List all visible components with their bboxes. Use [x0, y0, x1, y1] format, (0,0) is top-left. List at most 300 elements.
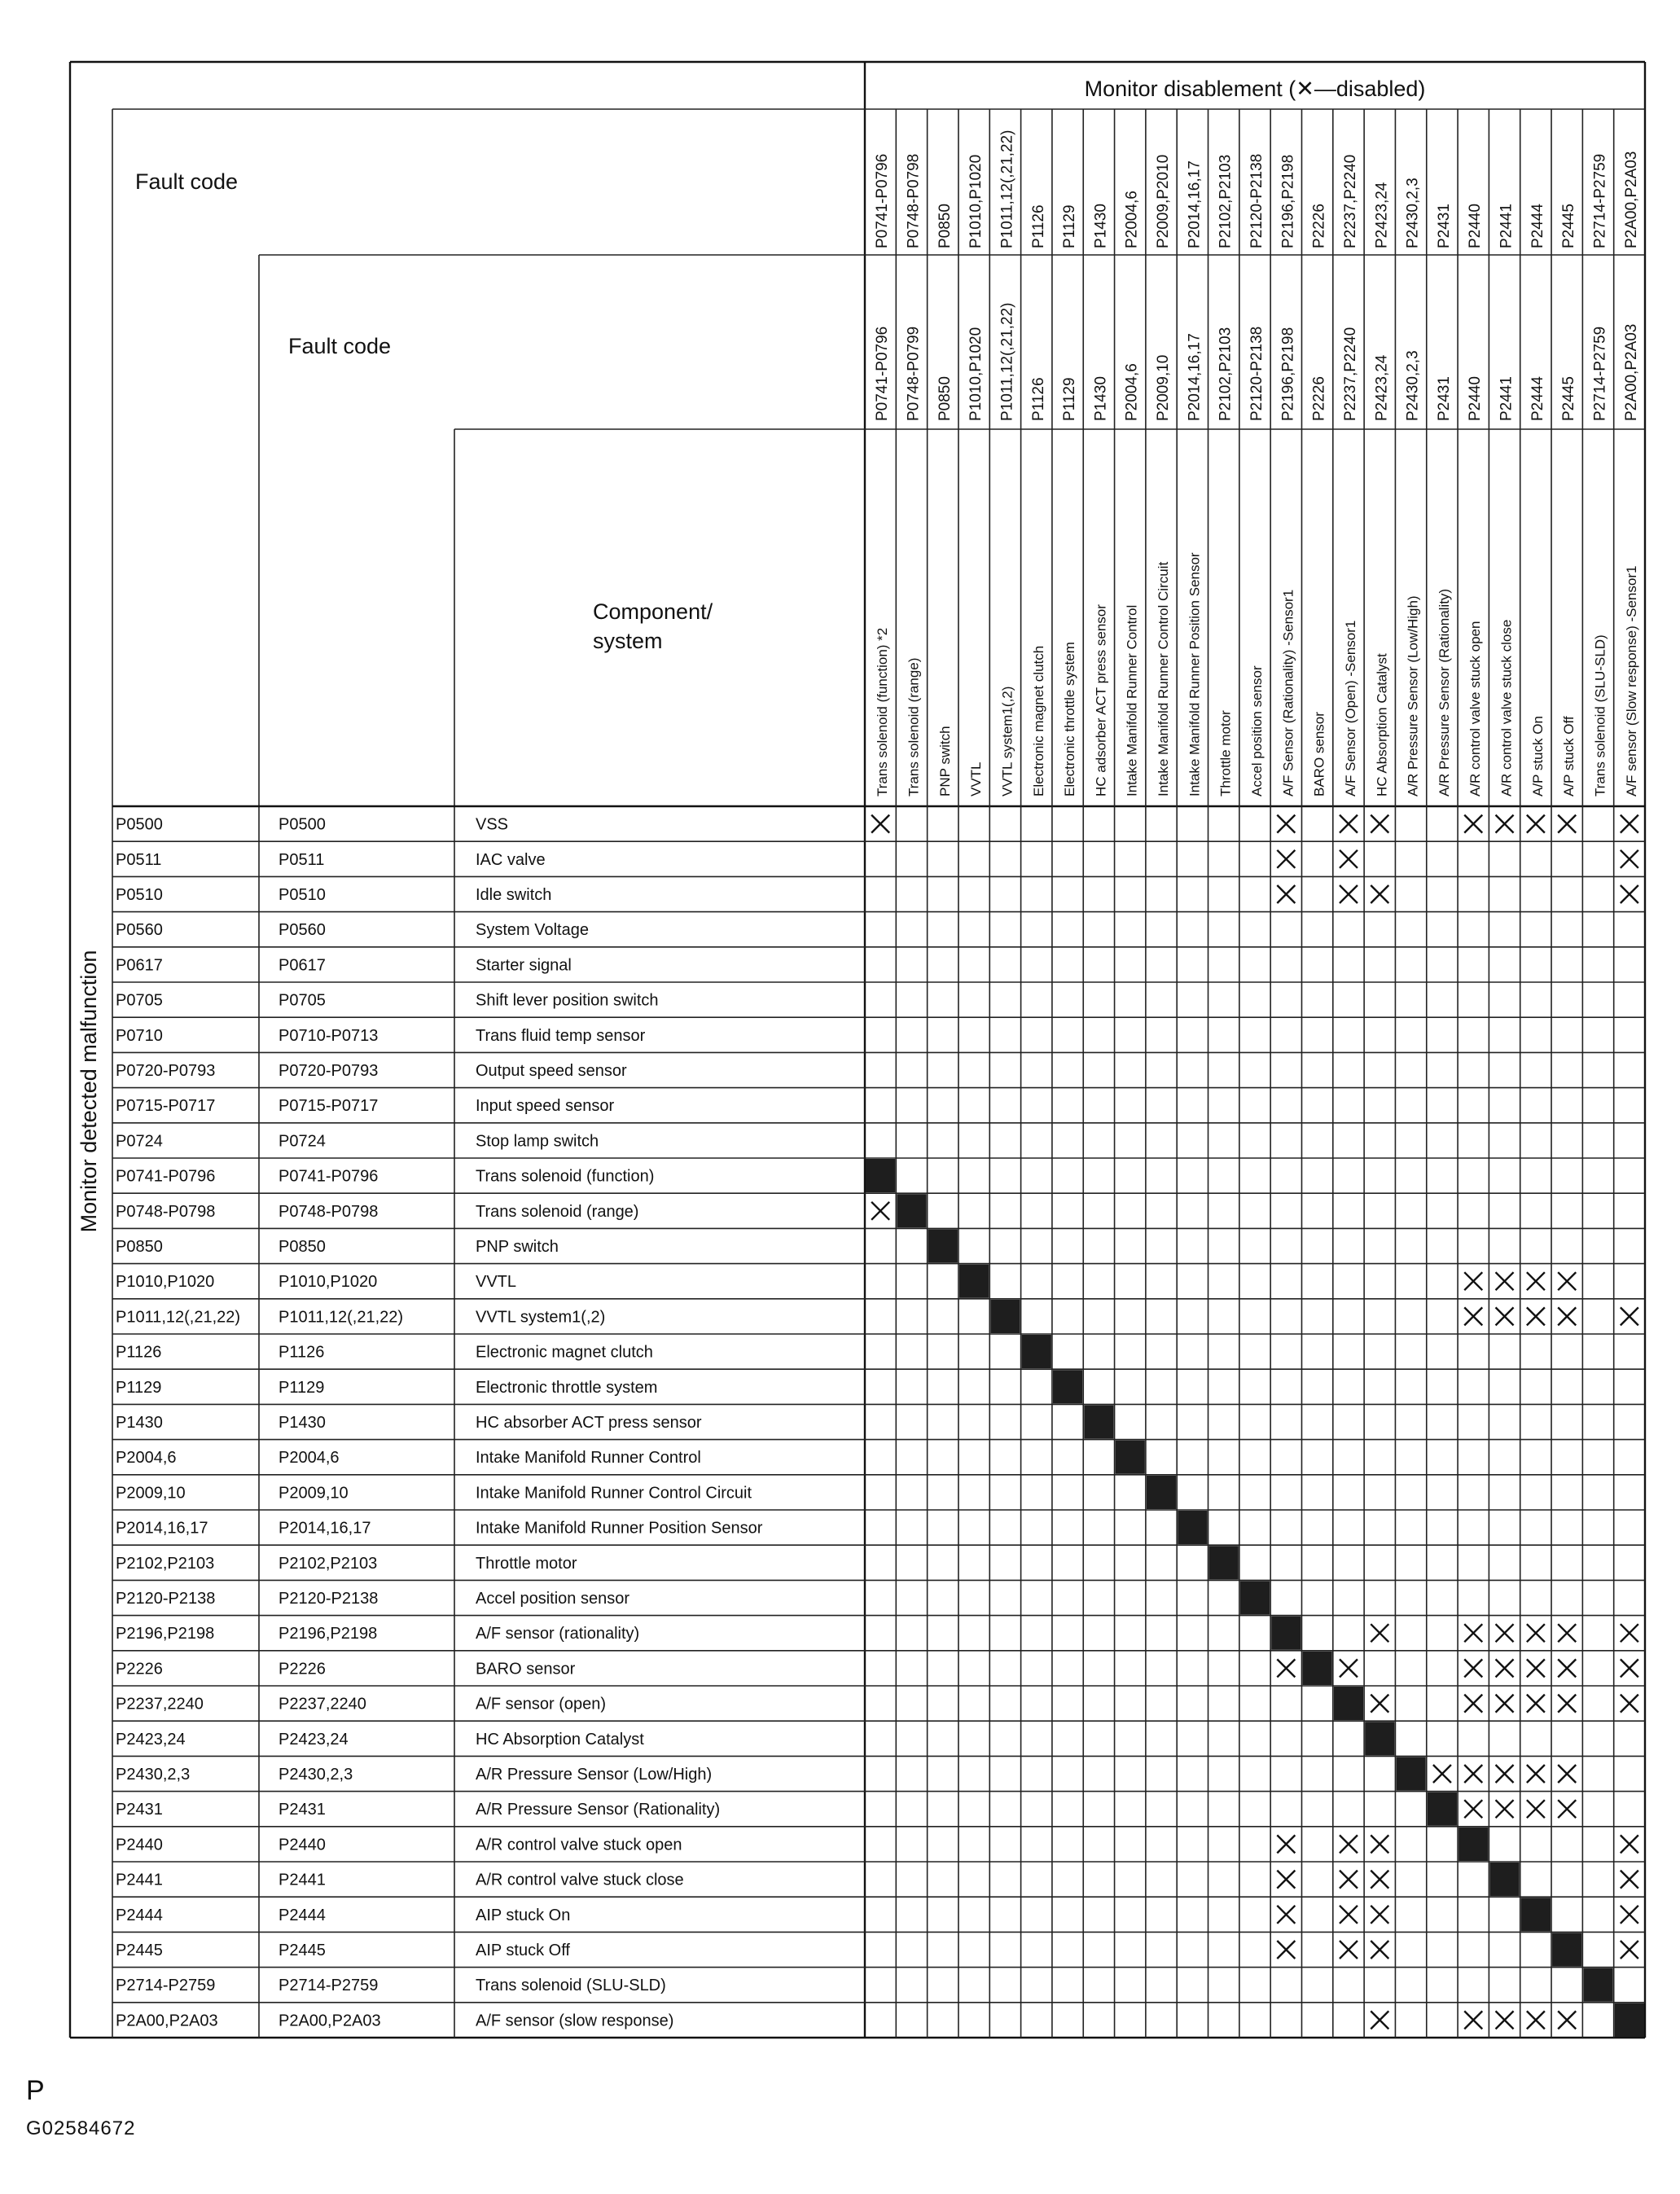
row-code-1: P0850	[116, 1238, 163, 1256]
row-component-name: AIP stuck Off	[476, 1942, 570, 1959]
row-component-name: A/F sensor (rationality)	[476, 1625, 640, 1643]
row-code-1: P2120-P2138	[116, 1590, 216, 1608]
column-code-1: P2431	[1435, 204, 1453, 248]
column-code-2: P1126	[1029, 377, 1047, 421]
column-code-2: P2102,P2103	[1217, 327, 1235, 421]
disabled-x-mark	[1527, 1659, 1545, 1677]
column-code-1: P1126	[1029, 204, 1047, 248]
disabled-x-mark	[1496, 2011, 1514, 2029]
row-code-2: P2444	[279, 1906, 326, 1924]
disabled-x-mark	[1496, 1695, 1514, 1713]
self-diagonal-cell	[1489, 1863, 1519, 1896]
column-code-2: P2445	[1560, 376, 1578, 421]
table-row	[116, 1062, 627, 1080]
column-component-name: HC adsorber ACT press sensor	[1093, 604, 1109, 796]
disabled-x-mark	[1527, 2011, 1545, 2029]
row-code-2: P2A00,P2A03	[279, 2012, 381, 2030]
disabled-x-mark	[1464, 1695, 1482, 1713]
row-code-1: P1010,P1020	[116, 1273, 215, 1292]
row-code-2: P2714-P2759	[279, 1977, 379, 1995]
row-code-2: P2430,2,3	[279, 1766, 353, 1784]
column-header	[874, 154, 891, 796]
row-component-name: Intake Manifold Runner Control	[476, 1449, 701, 1468]
column-code-1: P1011,12(,21,22)	[998, 129, 1016, 248]
row-component-name: VSS	[476, 815, 509, 834]
row-code-2: P2226	[279, 1660, 326, 1678]
disabled-x-mark	[1558, 1659, 1576, 1677]
table-row	[116, 816, 508, 834]
self-diagonal-cell	[1178, 1511, 1207, 1544]
column-component-name: HC Absorption Catalyst	[1374, 653, 1390, 796]
column-code-2: P2004,6	[1123, 363, 1141, 421]
row-code-2: P0500	[279, 815, 326, 834]
table-row	[116, 1625, 639, 1643]
column-code-2: P2423,24	[1373, 354, 1391, 421]
self-diagonal-cell	[1147, 1476, 1176, 1509]
column-code-1: P2120-P2138	[1248, 153, 1265, 248]
column-header	[1467, 204, 1484, 796]
column-code-1: P0748-P0798	[905, 153, 923, 248]
column-code-2: P2A00,P2A03	[1622, 323, 1640, 421]
table-row	[116, 1273, 516, 1291]
row-code-1: P0560	[116, 921, 163, 940]
table-row	[116, 1660, 576, 1678]
column-header	[1498, 204, 1516, 796]
column-code-1: P2423,24	[1373, 182, 1391, 248]
row-component-name: A/R control valve stuck open	[476, 1836, 682, 1854]
self-diagonal-cell	[1116, 1441, 1145, 1474]
row-code-2: P1129	[279, 1378, 325, 1397]
row-component-name: Intake Manifold Runner Position Sensor	[476, 1519, 763, 1538]
table-row	[116, 1308, 605, 1326]
column-header	[937, 204, 954, 796]
self-diagonal-cell	[1458, 1828, 1488, 1861]
table-row	[116, 1168, 654, 1186]
column-header	[1217, 155, 1235, 796]
row-component-name: VVTL	[476, 1273, 517, 1292]
table-row	[116, 1097, 614, 1115]
table-row	[116, 1520, 763, 1538]
row-code-2: P2102,P2103	[279, 1554, 378, 1573]
disabled-x-mark	[1340, 850, 1358, 868]
disabled-x-mark	[1621, 815, 1638, 833]
disabled-x-mark	[1621, 1659, 1638, 1677]
self-diagonal-cell	[1365, 1722, 1394, 1755]
table-row	[116, 1871, 684, 1889]
row-code-1: P2445	[116, 1942, 163, 1959]
self-diagonal-cell	[1240, 1581, 1270, 1614]
row-code-1: P0500	[116, 815, 163, 834]
row-code-2: P0724	[279, 1132, 326, 1151]
monitor-detected-malfunction-label: Monitor detected malfunction	[77, 950, 101, 1233]
disabled-x-mark	[1527, 1272, 1545, 1290]
row-code-2: P2423,24	[279, 1730, 349, 1749]
disabled-x-mark	[1371, 1941, 1388, 1959]
column-code-1: P1129	[1061, 204, 1079, 248]
table-row	[116, 1555, 577, 1573]
row-code-2: P0850	[279, 1238, 326, 1256]
disabled-x-mark	[1340, 885, 1358, 903]
column-header	[1061, 204, 1078, 796]
disabled-x-mark	[1527, 1624, 1545, 1642]
column-code-2: P2714-P2759	[1591, 326, 1609, 421]
column-code-2: P1011,12(,21,22)	[998, 302, 1016, 421]
disabled-x-mark	[1371, 1624, 1388, 1642]
disabled-x-mark	[1558, 1765, 1576, 1783]
disabled-x-mark	[1527, 1307, 1545, 1325]
disabled-x-mark	[1340, 1835, 1358, 1853]
column-component-name: A/F Sensor (Rationality) -Sensor1	[1280, 589, 1296, 796]
row-component-name: Input speed sensor	[476, 1097, 615, 1116]
row-code-1: P2014,16,17	[116, 1519, 208, 1538]
row-code-1: P2004,6	[116, 1449, 177, 1468]
self-diagonal-cell	[1552, 1933, 1581, 1966]
disabled-x-mark	[1558, 815, 1576, 833]
disabled-x-mark	[871, 1202, 889, 1220]
row-code-1: P2009,10	[116, 1484, 186, 1503]
column-component-name: Electronic throttle system	[1062, 642, 1078, 796]
disabled-x-mark	[1371, 1871, 1388, 1889]
disabled-x-mark	[1277, 1941, 1295, 1959]
row-code-1: P2226	[116, 1660, 163, 1678]
disabled-x-mark	[1277, 1906, 1295, 1924]
column-component-name: A/P stuck On	[1529, 716, 1546, 796]
disabled-x-mark	[1496, 1659, 1514, 1677]
column-component-name: Intake Manifold Runner Control Circuit	[1156, 561, 1172, 796]
row-component-name: A/R Pressure Sensor (Low/High)	[476, 1766, 713, 1784]
row-code-2: P1011,12(,21,22)	[279, 1308, 404, 1327]
column-component-name: A/R Pressure Sensor (Low/High)	[1405, 595, 1421, 796]
disabled-x-mark	[1496, 1272, 1514, 1290]
disabled-x-mark	[1621, 1695, 1638, 1713]
disabled-x-mark	[1464, 1659, 1482, 1677]
column-header	[1529, 204, 1546, 796]
component-system-header-line2: system	[593, 629, 663, 653]
row-component-name: Trans solenoid (range)	[476, 1202, 639, 1221]
table-row	[116, 1907, 570, 1924]
column-code-1: P0741-P0796	[874, 153, 892, 248]
column-code-1: P2440	[1467, 204, 1485, 248]
column-code-1: P1010,P1020	[967, 154, 985, 248]
self-diagonal-cell	[1209, 1546, 1239, 1579]
column-component-name: A/F sensor (Slow response) -Sensor1	[1623, 565, 1639, 796]
row-component-name: A/F sensor (open)	[476, 1695, 607, 1714]
self-diagonal-cell	[866, 1159, 895, 1192]
row-component-name: Shift lever position switch	[476, 991, 659, 1010]
table-row	[116, 1344, 653, 1362]
row-code-1: P0705	[116, 991, 163, 1010]
row-code-1: P2440	[116, 1836, 163, 1854]
disabled-x-mark	[1496, 815, 1514, 833]
row-component-name: Throttle motor	[476, 1554, 577, 1573]
column-code-1: P2226	[1310, 204, 1328, 248]
row-component-name: System Voltage	[476, 921, 589, 940]
row-component-name: PNP switch	[476, 1238, 559, 1256]
disabled-x-mark	[1277, 1659, 1295, 1677]
disabled-x-mark	[1464, 1272, 1482, 1290]
column-header	[1279, 155, 1296, 796]
disabled-x-mark	[1558, 1307, 1576, 1325]
column-header	[1186, 160, 1203, 796]
self-diagonal-cell	[1302, 1652, 1331, 1685]
row-component-name: Intake Manifold Runner Control Circuit	[476, 1484, 752, 1503]
self-diagonal-cell	[897, 1194, 926, 1227]
row-code-1: P0724	[116, 1132, 163, 1151]
column-headers	[874, 130, 1640, 796]
table-row	[116, 1977, 666, 1994]
row-code-2: P2440	[279, 1836, 326, 1854]
table-row	[116, 1238, 559, 1256]
column-component-name: A/F Sensor (Open) -Sensor1	[1342, 620, 1358, 796]
row-code-1: P1126	[116, 1343, 162, 1362]
disabled-x-mark	[1464, 1307, 1482, 1325]
row-component-name: Electronic magnet clutch	[476, 1343, 653, 1362]
disabled-x-mark	[1621, 885, 1638, 903]
column-header	[1560, 204, 1577, 796]
column-code-2: P2444	[1529, 376, 1546, 421]
column-code-1: P2445	[1560, 204, 1578, 248]
row-component-name: Starter signal	[476, 956, 572, 975]
column-header	[1124, 191, 1141, 796]
column-code-2: P2430,2,3	[1404, 350, 1422, 421]
row-code-2: P0720-P0793	[279, 1062, 379, 1080]
column-header	[1373, 182, 1390, 796]
table-row	[116, 956, 572, 974]
row-component-name: AIP stuck On	[476, 1906, 571, 1924]
column-header	[1248, 154, 1265, 796]
row-code-2: P0510	[279, 886, 326, 904]
table-row	[116, 1449, 701, 1467]
disabled-x-mark	[1433, 1765, 1451, 1783]
disabled-x-mark	[1277, 1835, 1295, 1853]
column-code-2: P2237,P2240	[1341, 327, 1359, 421]
row-code-1: P2A00,P2A03	[116, 2012, 218, 2030]
column-code-1: P2430,2,3	[1404, 178, 1422, 248]
disabled-x-mark	[1371, 1835, 1388, 1853]
row-code-2: P1010,P1020	[279, 1273, 378, 1292]
disabled-x-mark	[1496, 1307, 1514, 1325]
self-diagonal-cell	[1583, 1968, 1612, 2002]
disabled-x-mark	[1621, 1941, 1638, 1959]
row-component-name: Trans fluid temp sensor	[476, 1026, 646, 1045]
column-code-2: P2441	[1498, 376, 1516, 421]
column-code-1: P0850	[936, 204, 954, 248]
row-code-2: P2237,2240	[279, 1695, 366, 1714]
column-header	[1311, 204, 1328, 796]
row-component-name: Electronic throttle system	[476, 1378, 658, 1397]
disabled-x-mark	[1277, 850, 1295, 868]
row-code-2: P2004,6	[279, 1449, 340, 1468]
row-code-2: P2014,16,17	[279, 1519, 371, 1538]
column-code-2: P1010,P1020	[967, 327, 985, 421]
row-code-1: P2102,P2103	[116, 1554, 215, 1573]
disabled-x-mark	[1621, 1906, 1638, 1924]
column-code-2: P0748-P0799	[905, 326, 923, 421]
column-header	[1155, 155, 1172, 796]
column-code-1: P2009,P2010	[1155, 154, 1173, 248]
table-row	[116, 886, 551, 904]
disabled-x-mark	[1371, 2011, 1388, 2029]
table-rows	[116, 816, 763, 2030]
fault-code-inner-header: Fault code	[288, 334, 392, 358]
row-code-2: P0617	[279, 956, 326, 975]
disabled-x-mark	[1371, 1906, 1388, 1924]
monitor-disablement-title: Monitor disablement (✕—disabled)	[1084, 77, 1426, 101]
disabled-x-mark	[1340, 815, 1358, 833]
row-component-name: Stop lamp switch	[476, 1132, 599, 1151]
row-code-2: P0560	[279, 921, 326, 940]
row-code-1: P1129	[116, 1378, 162, 1397]
column-code-2: P2196,P2198	[1279, 327, 1297, 421]
row-code-2: P0748-P0798	[279, 1202, 379, 1221]
table-row	[116, 1731, 644, 1749]
row-code-1: P2196,P2198	[116, 1625, 215, 1643]
table-row	[116, 1203, 638, 1221]
self-diagonal-cell	[1022, 1335, 1051, 1368]
self-diagonal-cell	[959, 1265, 989, 1298]
table-row	[116, 1942, 570, 1959]
disabled-x-mark	[1340, 1906, 1358, 1924]
column-component-name: Trans solenoid (function) *2	[875, 627, 891, 796]
column-component-name: Electronic magnet clutch	[1030, 645, 1046, 796]
row-component-name: IAC valve	[476, 850, 546, 869]
column-component-name: VVTL	[968, 761, 985, 796]
disabled-x-mark	[1621, 1307, 1638, 1325]
row-component-name: HC Absorption Catalyst	[476, 1730, 644, 1749]
row-component-name: HC absorber ACT press sensor	[476, 1414, 702, 1432]
column-header	[1592, 154, 1609, 796]
table-row	[116, 851, 546, 869]
disabled-x-mark	[1527, 1765, 1545, 1783]
disabled-x-mark	[1464, 815, 1482, 833]
column-code-2: P2120-P2138	[1248, 326, 1265, 421]
disabled-x-mark	[1558, 1272, 1576, 1290]
column-code-1: P2441	[1498, 204, 1516, 248]
disabled-x-mark	[1558, 1695, 1576, 1713]
figure-code: G02584672	[26, 2117, 136, 2139]
table-row	[116, 1027, 646, 1045]
self-diagonal-cell	[1084, 1405, 1113, 1438]
column-component-name: Accel position sensor	[1249, 665, 1265, 796]
row-component-name: A/R Pressure Sensor (Rationality)	[476, 1801, 721, 1819]
column-header	[1436, 204, 1453, 796]
row-code-1: P0511	[116, 850, 162, 869]
disabled-x-mark	[1371, 815, 1388, 833]
row-component-name: Trans solenoid (function)	[476, 1167, 655, 1186]
column-header	[1342, 155, 1359, 796]
disabled-x-mark	[1464, 2011, 1482, 2029]
table-row	[116, 1836, 682, 1854]
row-code-2: P2196,P2198	[279, 1625, 378, 1643]
column-code-2: P1430	[1092, 376, 1110, 421]
self-diagonal-cell	[1271, 1617, 1301, 1650]
column-code-2: P2440	[1467, 376, 1485, 421]
table-row	[116, 1132, 599, 1150]
row-component-name: Idle switch	[476, 886, 552, 904]
column-header	[998, 130, 1015, 796]
row-code-1: P1430	[116, 1414, 163, 1432]
row-code-1: P2441	[116, 1871, 163, 1889]
row-code-2: P0741-P0796	[279, 1167, 379, 1186]
figure-letter: P	[26, 2075, 45, 2106]
column-code-1: P2014,16,17	[1186, 160, 1204, 248]
column-code-2: P2009,10	[1155, 354, 1173, 421]
column-code-2: P2431	[1435, 376, 1453, 421]
disabled-x-mark	[1621, 1871, 1638, 1889]
row-code-1: P2430,2,3	[116, 1766, 191, 1784]
disabled-x-mark	[1527, 815, 1545, 833]
table-row	[116, 1379, 657, 1397]
disabled-x-mark	[1496, 1800, 1514, 1818]
row-code-2: P0511	[279, 850, 325, 869]
column-header	[1623, 151, 1640, 796]
row-code-1: P2714-P2759	[116, 1977, 216, 1995]
disable-marks	[866, 815, 1644, 2037]
disabled-x-mark	[1340, 1941, 1358, 1959]
row-component-name: Trans solenoid (SLU-SLD)	[476, 1977, 666, 1995]
column-code-2: P0850	[936, 376, 954, 421]
row-code-1: P1011,12(,21,22)	[116, 1308, 241, 1327]
disabled-x-mark	[1496, 1624, 1514, 1642]
row-code-2: P2120-P2138	[279, 1590, 379, 1608]
disabled-x-mark	[1464, 1765, 1482, 1783]
column-component-name: Trans solenoid (range)	[906, 657, 922, 796]
row-code-1: P2423,24	[116, 1730, 186, 1749]
column-component-name: A/R control valve stuck open	[1467, 621, 1484, 796]
column-component-name: VVTL system1(,2)	[999, 686, 1015, 796]
row-code-1: P0617	[116, 956, 163, 975]
row-component-name: VVTL system1(,2)	[476, 1308, 606, 1327]
self-diagonal-cell	[1428, 1792, 1457, 1826]
row-code-1: P0741-P0796	[116, 1167, 216, 1186]
table-row	[116, 992, 659, 1010]
row-code-2: P1430	[279, 1414, 326, 1432]
column-code-1: P2102,P2103	[1217, 154, 1235, 248]
row-code-2: P0710-P0713	[279, 1026, 379, 1045]
disabled-x-mark	[1464, 1624, 1482, 1642]
column-code-1: P2196,P2198	[1279, 154, 1297, 248]
disabled-x-mark	[1558, 1800, 1576, 1818]
self-diagonal-cell	[1334, 1687, 1363, 1720]
row-component-name: A/F sensor (slow response)	[476, 2012, 674, 2030]
disabled-x-mark	[1277, 1871, 1295, 1889]
column-component-name: BARO sensor	[1311, 712, 1327, 796]
column-code-1: P2237,P2240	[1341, 154, 1359, 248]
column-code-1: P1430	[1092, 204, 1110, 248]
self-diagonal-cell	[1396, 1757, 1425, 1790]
row-component-name: Output speed sensor	[476, 1062, 627, 1080]
table-row	[116, 1801, 720, 1819]
disabled-x-mark	[1464, 1800, 1482, 1818]
table-row	[116, 921, 589, 939]
disabled-x-mark	[1496, 1765, 1514, 1783]
column-code-1: P2714-P2759	[1591, 153, 1609, 248]
disabled-x-mark	[1371, 1695, 1388, 1713]
column-component-name: A/R Pressure Sensor (Rationality)	[1436, 588, 1452, 796]
table-row	[116, 1414, 702, 1432]
column-component-name: PNP switch	[937, 726, 953, 796]
disabled-x-mark	[871, 815, 889, 833]
self-diagonal-cell	[1521, 1898, 1551, 1931]
row-code-2: P2431	[279, 1801, 326, 1819]
column-code-1: P2444	[1529, 204, 1546, 248]
row-code-2: P0705	[279, 991, 326, 1010]
row-code-2: P2441	[279, 1871, 326, 1889]
row-code-1: P0720-P0793	[116, 1062, 216, 1080]
row-code-2: P0715-P0717	[279, 1097, 379, 1116]
column-component-name: Throttle motor	[1217, 710, 1234, 796]
row-code-1: P0748-P0798	[116, 1202, 216, 1221]
